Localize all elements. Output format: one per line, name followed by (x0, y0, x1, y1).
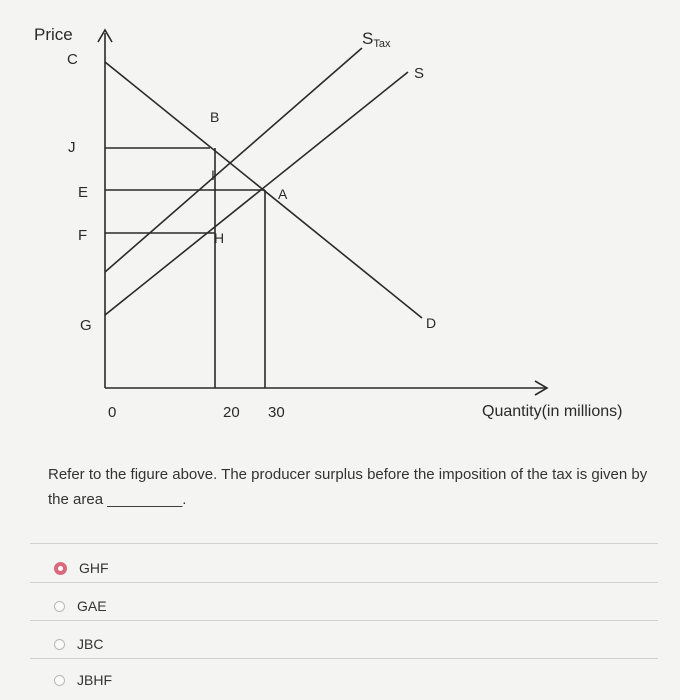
radio-selected-icon[interactable] (54, 562, 67, 575)
option-label: JBC (77, 636, 104, 652)
quantity-tick-30: 30 (268, 404, 285, 421)
supply-tax-label: STax (362, 29, 391, 50)
supply-curve (105, 72, 408, 315)
option-label: GHF (79, 560, 109, 576)
divider (30, 658, 658, 659)
option-jbc[interactable] (54, 633, 103, 655)
x-axis-label: Quantity(in millions) (482, 403, 623, 420)
option-label: JBHF (77, 672, 112, 688)
point-label-a: A (278, 186, 288, 202)
price-label-e: E (78, 184, 89, 201)
demand-label: D (426, 315, 437, 331)
question-text: Refer to the figure above. The producer surplus before the imposition of the tax is given by the area _________. (48, 466, 648, 508)
price-label-g: G (80, 317, 92, 334)
price-label-c: C (67, 51, 78, 68)
option-label: GAE (77, 598, 107, 614)
option-ghf[interactable] (54, 557, 109, 579)
origin-label: 0 (108, 404, 117, 421)
supply-label: S (414, 65, 425, 82)
option-jbhf[interactable] (54, 669, 112, 691)
radio-icon[interactable] (54, 601, 65, 612)
divider (30, 582, 658, 583)
point-label-b: B (210, 109, 220, 125)
point-label-h: H (214, 230, 225, 246)
y-axis-label: Price (34, 25, 73, 44)
option-gae[interactable] (54, 595, 107, 617)
divider (30, 543, 658, 544)
price-label-f: F (78, 227, 88, 244)
divider (30, 620, 658, 621)
quantity-tick-20: 20 (223, 404, 240, 421)
radio-icon[interactable] (54, 639, 65, 650)
price-label-j: J (68, 139, 76, 156)
radio-icon[interactable] (54, 675, 65, 686)
point-label-i: I (211, 167, 215, 183)
